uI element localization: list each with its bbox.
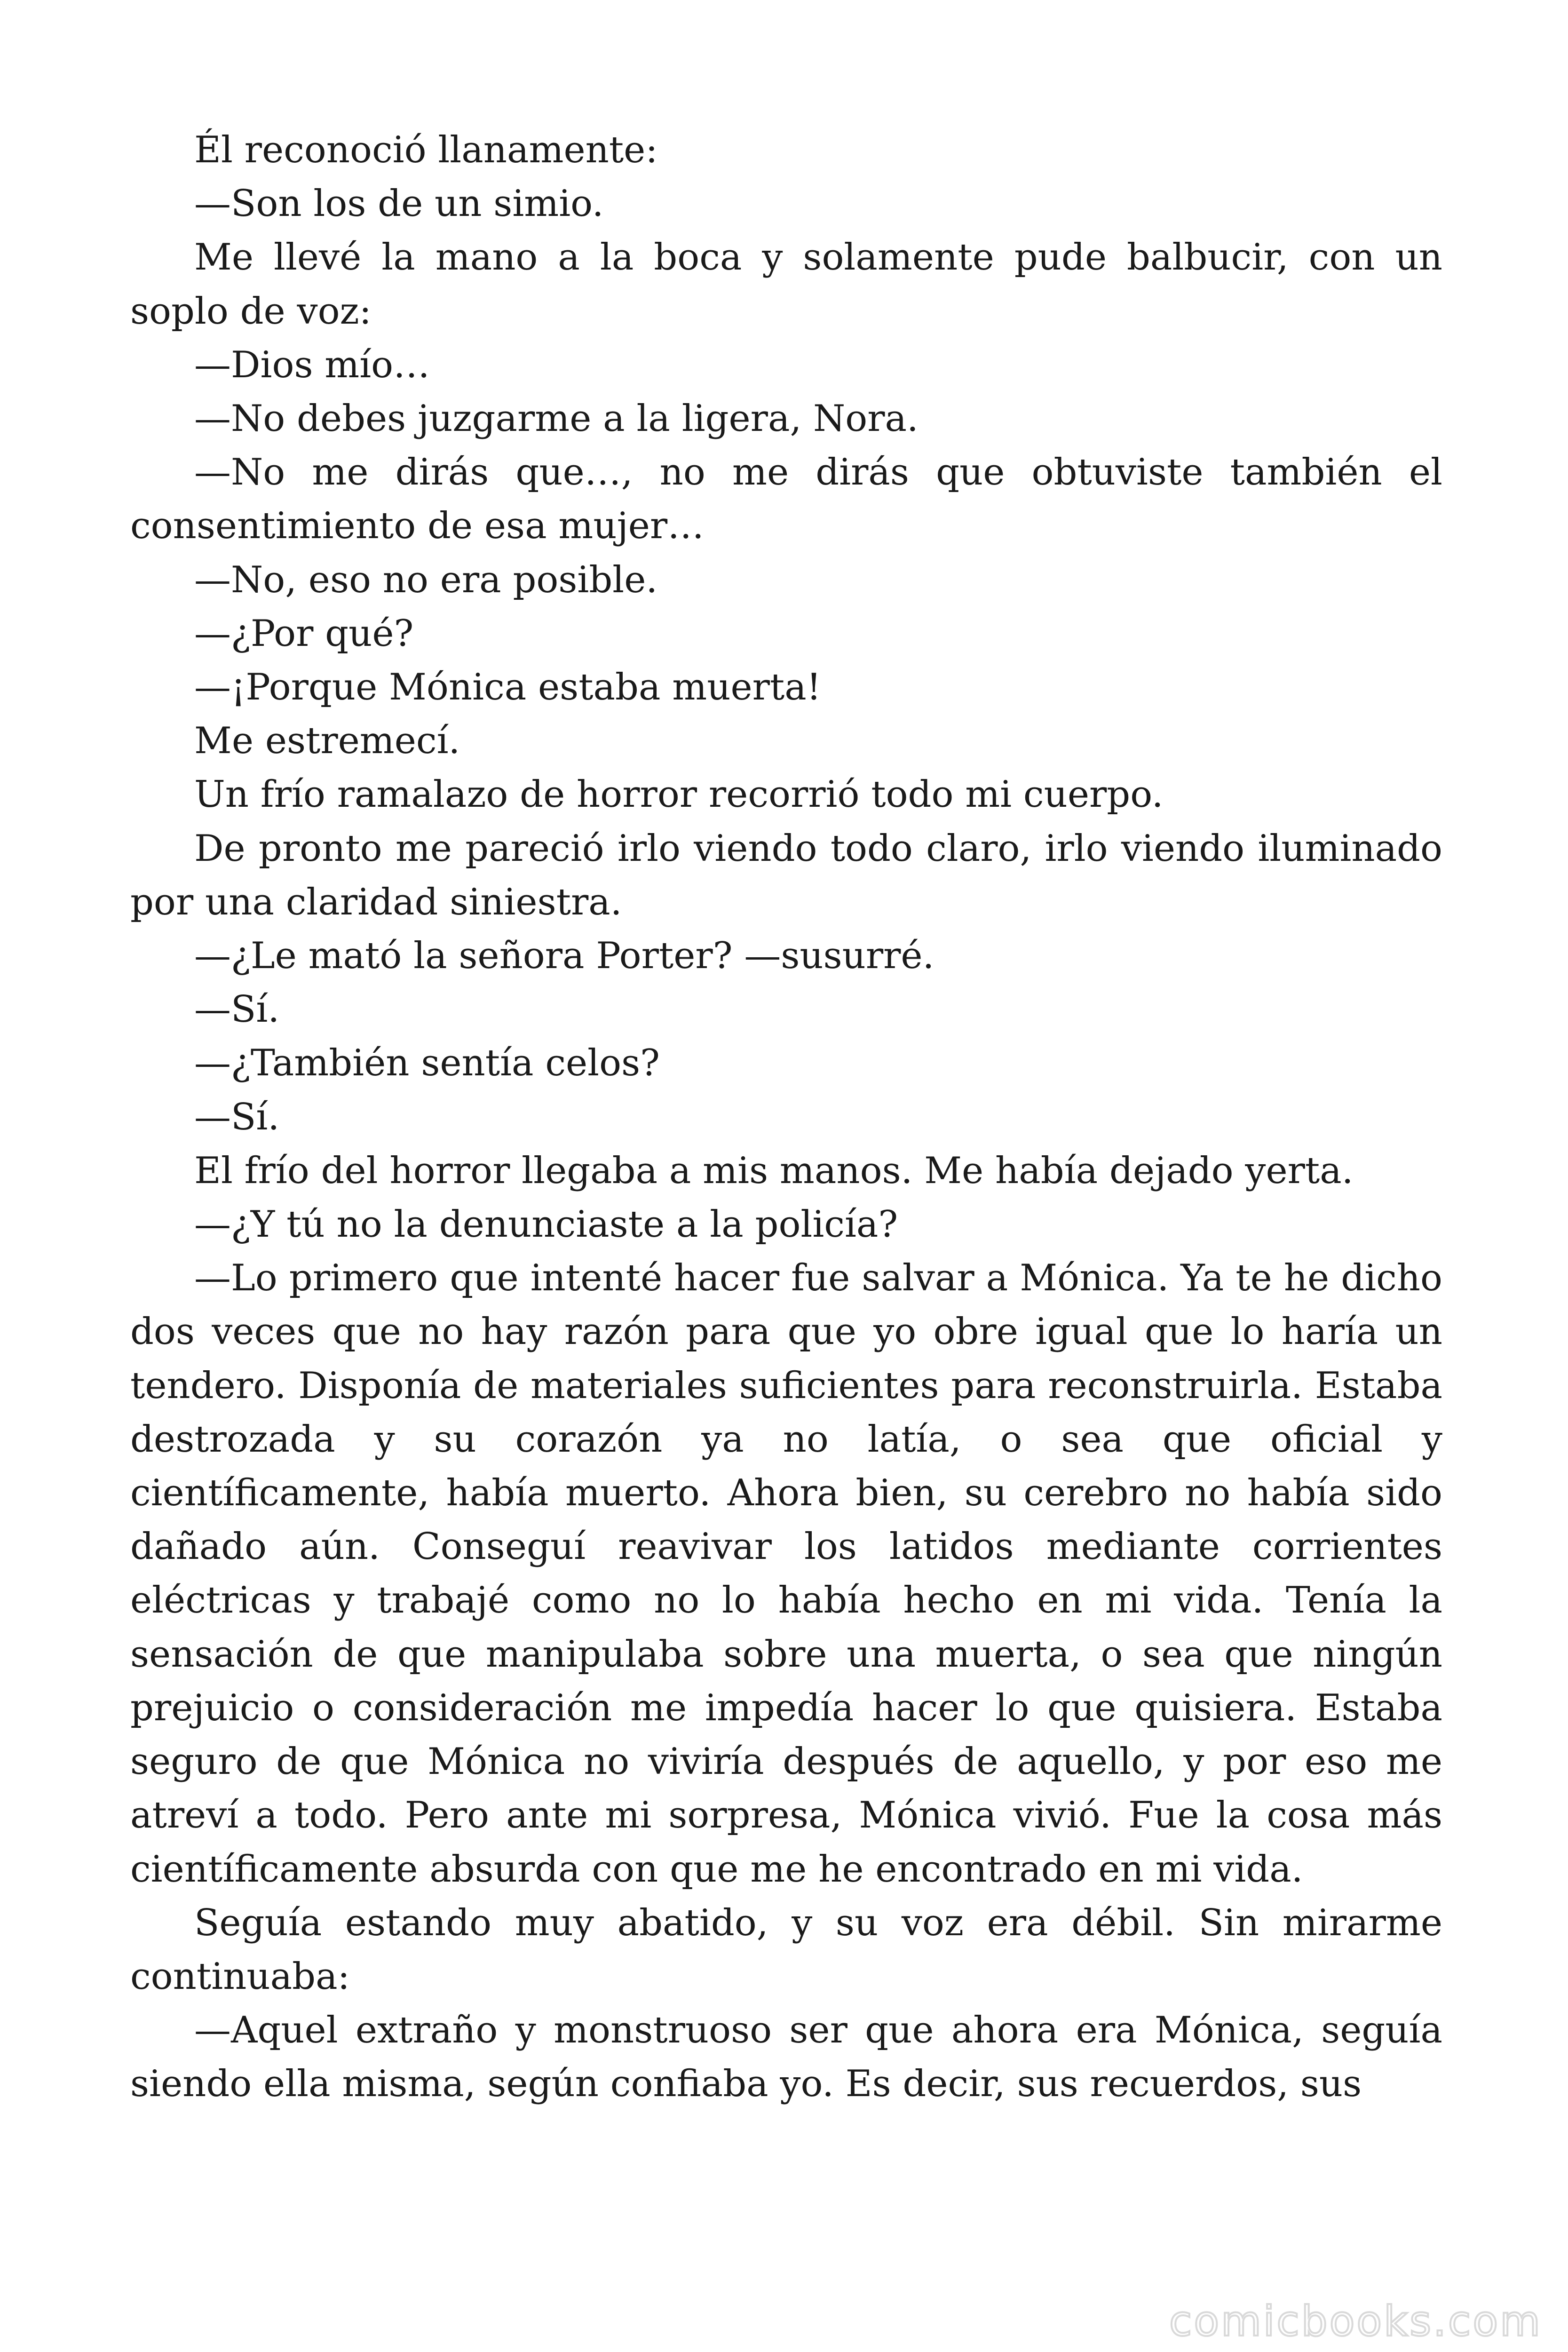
- paragraph: El frío del horror llegaba a mis manos. Me había dejado yerta.: [194, 1149, 1354, 1192]
- paragraph: —No me dirás que…, no me dirás que obtuviste también el consentimiento de esa mujer…: [130, 451, 1442, 548]
- paragraph: —Lo primero que intenté hacer fue salvar a Mónica. Ya te he dicho dos veces que no hay razón para que yo obre igual que lo haría un tendero. Disponía de materiales suficientes para reconstruirla. Estaba destrozada y su corazón ya no latía, o sea que oficial y científicamente, había muerto. Ahora bien, su cerebro no había sido dañado aún. Conseguí reavivar los latidos mediante corrientes eléctricas y trabajé como no lo había hecho en mi vida. Tenía la sensación de que manipulaba sobre una muerta, o sea que ningún prejuicio o consideración me impedía hacer lo que quisiera. Estaba seguro de que Mónica no viviría después de aquello, y por eso me atreví a todo. Pero ante mi sorpresa, Mónica vivió. Fue la cosa más científicamente absurda con que me he encontrado en mi vida.: [130, 1257, 1442, 1891]
- paragraph: —¿También sentía celos?: [194, 1042, 660, 1085]
- paragraph: —Sí.: [194, 1096, 280, 1138]
- paragraph: Seguía estando muy abatido, y su voz era débil. Sin mirarme continuaba:: [130, 1901, 1442, 1998]
- paragraph: —¡Porque Mónica estaba muerta!: [194, 666, 822, 709]
- paragraph: Él reconoció llanamente:: [194, 129, 658, 171]
- paragraph: —No debes juzgarme a la ligera, Nora.: [194, 397, 919, 440]
- paragraph: —Sí.: [194, 988, 280, 1031]
- paragraph: —No, eso no era posible.: [194, 558, 658, 601]
- paragraph: —¿Por qué?: [194, 612, 414, 655]
- paragraph: Un frío ramalazo de horror recorrió todo mi cuerpo.: [194, 773, 1164, 816]
- paragraph: —¿Y tú no la denunciaste a la policía?: [194, 1203, 898, 1246]
- paragraph: De pronto me pareció irlo viendo todo claro, irlo viendo iluminado por una claridad siniestra.: [130, 827, 1442, 923]
- paragraph: Me estremecí.: [194, 720, 460, 763]
- paragraph: —Son los de un simio.: [194, 183, 604, 225]
- paragraph: —Aquel extraño y monstruoso ser que ahora era Mónica, seguía siendo ella misma, según confiaba yo. Es decir, sus recuerdos, sus: [130, 2009, 1442, 2106]
- paragraph: —¿Le mató la señora Porter? —susurré.: [194, 935, 934, 977]
- paragraph: Me llevé la mano a la boca y solamente pude balbucir, con un soplo de voz:: [130, 236, 1442, 333]
- paragraph: —Dios mío…: [194, 343, 430, 386]
- watermark: comicbooks.com: [1169, 2297, 1542, 2345]
- body-text: [130, 123, 1442, 2111]
